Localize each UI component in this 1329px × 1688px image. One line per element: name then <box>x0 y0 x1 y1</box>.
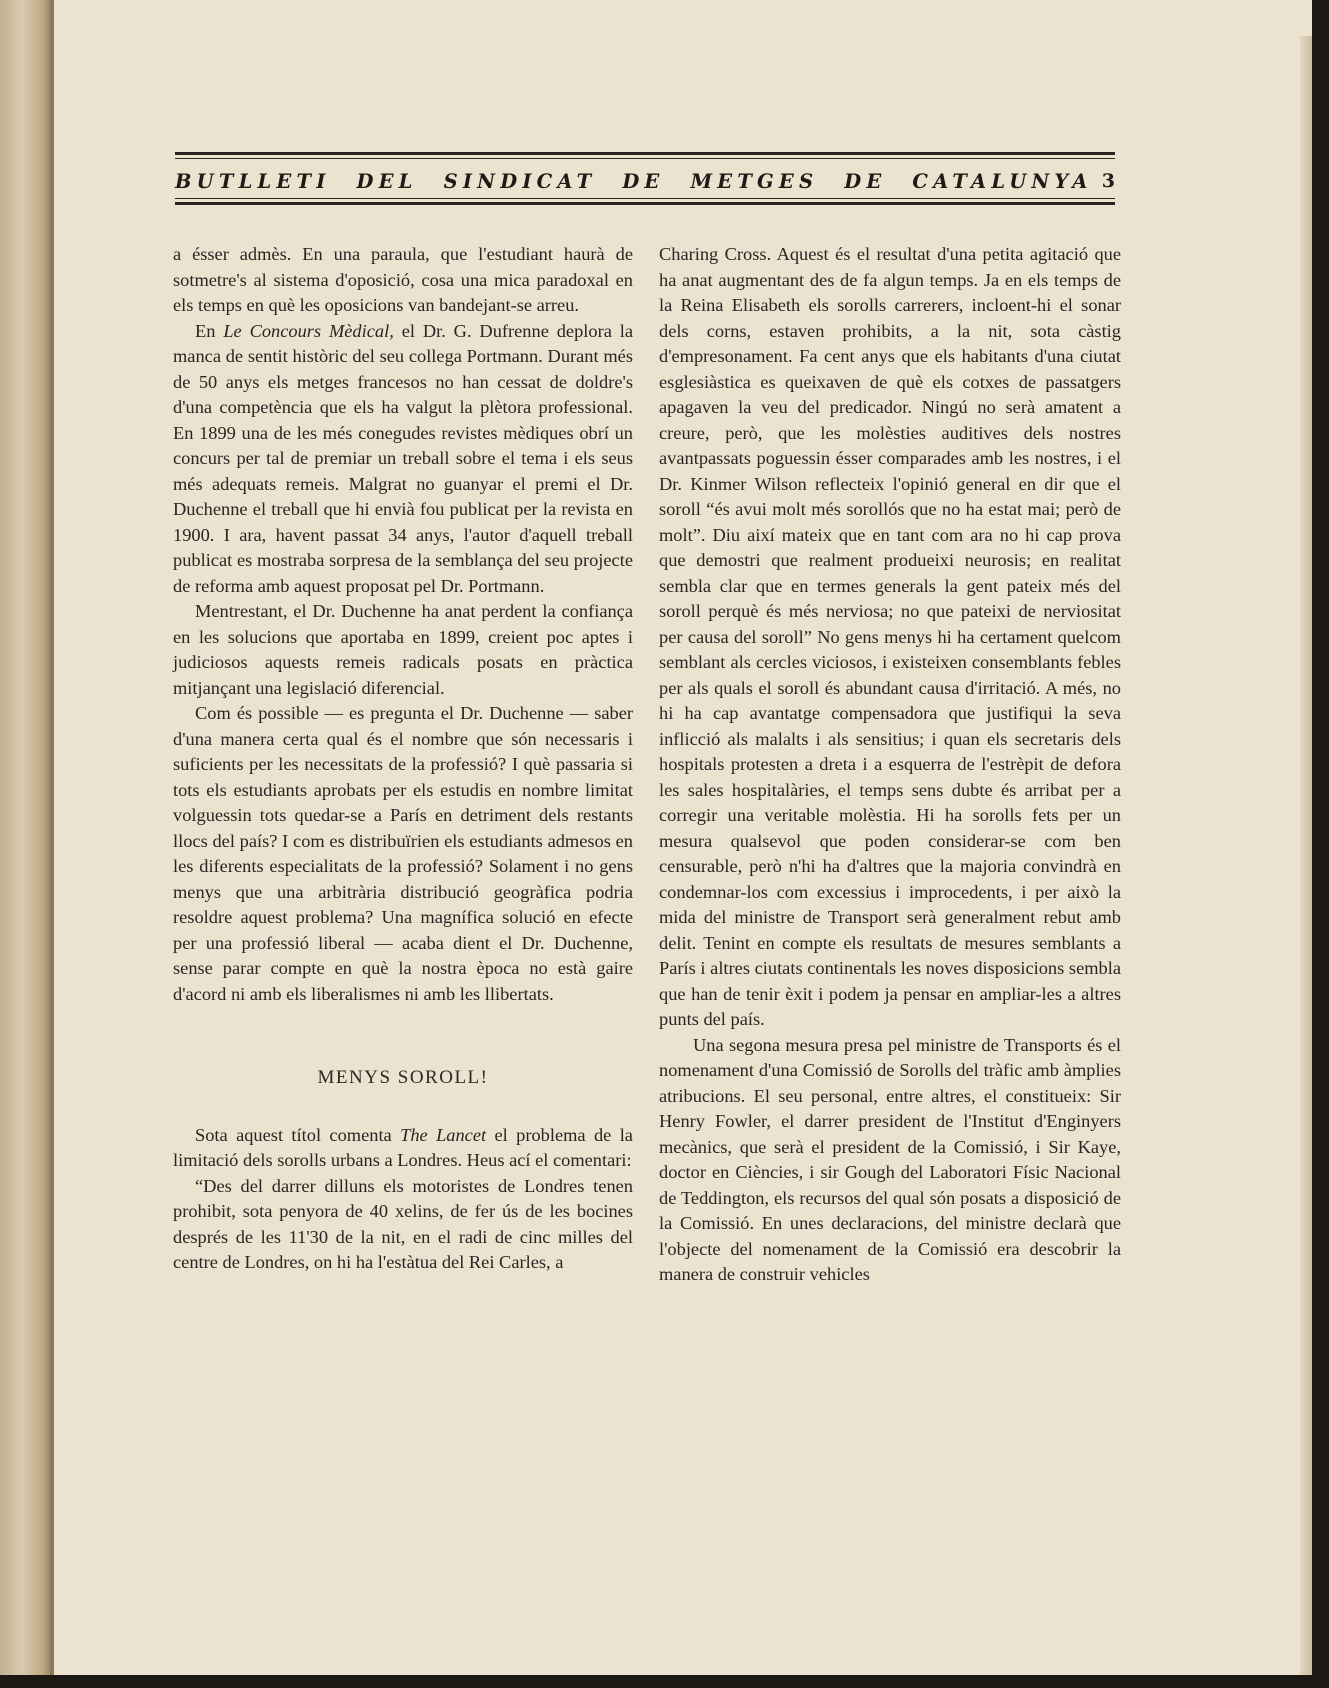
paragraph: Una segona mesura presa pel ministre de Transports és el nomenament d'una Comissió de Sorolls del tràfic amb àmplies atribucions. El seu personal, entre altres, el constitueix: Sir Henry Fowler, el darrer president de l'Institut d'Enginyers mecànics, que serà el president de la Comissió, i Sir Kaye, doctor en Ciències, i sir Gough del Laboratori Físic Nacional de Teddington, els recursos del qual són posats a disposició de la Comissió. En unes declaracions, del ministre declarà que l'objecte del nomenament de la Comissió era descobrir la manera de construir vehicles <box>659 1034 1121 1284</box>
paragraph: a ésser admès. En una paraula, que l'estudiant haurà de sotmetre's al sistema d'oposició, cosa una mica paradoxal en els temps en què les oposicions van bandejant-se arreu. <box>173 244 633 315</box>
page-number: 3 <box>1101 170 1115 192</box>
journal-name: The Lancet <box>400 1124 487 1145</box>
left-column <box>173 242 633 1276</box>
paragraph-text: el Dr. G. Dufrenne deplora la manca de sentit històric del seu collega Portmann. Durant més de 50 anys els metges francesos no han cessat de doldre's d'una competència que els ha valgut la plètora professional. En 1899 una de les més conegudes revistes mèdiques obrí un concurs per tal de premiar un treball sobre el tema i els seus més adequats remeis. Malgrat no guanyar el premi el Dr. Duchenne el treball que hi envià fou publicat per la revista en 1900. I ara, havent passat 34 anys, l'autor d'aquell treball publicat es mostraba sorpresa de la semblança del seu projecte de reforma amb aquest proposat pel Dr. Portmann. <box>173 320 633 596</box>
paragraph <box>173 319 633 600</box>
paragraph: Mentrestant, el Dr. Duchenne ha anat perdent la confiança en les solucions que aportaba en 1899, creient poc aptes i judiciosos aquests remeis radicals posats en pràctica mitjançant una legislació diferencial. <box>173 601 633 698</box>
section-title: MENYS SOROLL! <box>317 1067 489 1088</box>
journal-title: BUTLLETI DEL SINDICAT DE METGES DE CATALUNYA <box>175 169 1093 193</box>
page-right-edge <box>1300 36 1312 1675</box>
page-spine-shadow <box>0 0 50 1675</box>
paragraph <box>173 1123 633 1174</box>
running-header <box>175 168 1115 194</box>
paragraph: “Des del darrer dilluns els motoristes de Londres tenen prohibit, sota penyora de 40 xelins, de fer ús de les bocines després de les 11'30 de la nit, en el radi de cinc milles del centre de Londres, on hi ha l'estàtua del Rei Carles, a <box>173 1175 633 1272</box>
header-rule-top-thick <box>175 152 1115 155</box>
header-rule-bottom-thin <box>175 198 1115 199</box>
header-rule-top-thin <box>175 158 1115 159</box>
paragraph-text: Sota aquest títol comenta <box>195 1124 392 1145</box>
journal-name: Le Concours Mèdical, <box>223 320 394 341</box>
paragraph-text: el problema de la limitació dels sorolls urbans a Londres. Heus ací el comentari: <box>173 1124 633 1170</box>
paragraph: Charing Cross. Aquest és el resultat d'una petita agitació que ha anat augmentant des de fa algun temps. Ja en els temps de la Reina Elisabeth els sorolls carrerers, incloent-hi el sonar dels corns, estaven prohibits, a la nit, sota càstig d'empresonament. Fa cent anys que els habitants d'una ciutat esglesiàstica es queixaven de què els cotxes de passatgers apagaven la veu del predicador. Ningú no serà amatent a creure, però, que les molèsties auditives dels nostres avantpassats poguessin ésser comparades amb les nostres, i el Dr. Kinmer Wilson reflecteix l'opinió general en dir que el soroll “és avui molt més sorollós que no ha estat mai; però de molt”. Diu així mateix que en tant com ara no hi cap prova que demostri que realment produeixi neurosis; en realitat sembla clar que en termes generals la gent pateix més del soroll perquè és més nerviosa; no que pateixi de nerviositat per causa del soroll” No gens menys hi ha certament quelcom semblant als cercles viciosos, i existeixen consemblants febles per als quals el soroll és abundant causa d'irritació. A més, no hi ha cap avantatge compensadora que justifiqui la seva inflicció als malalts i als sensitius; i quan els secretaris dels hospitals protesten a dreta i a esquerra de l'estrèpit de defora les sales hospitalàries, el temps sens dubte és arribat per a corregir una veritable molèstia. Hi ha sorolls fets per un mesura qualsevol que poden considerar-se com ben censurable, però n'hi ha d'altres que la majoria convindrà en condemnar-los com excessius i improcedents, i per això la mida del ministre de Transport serà generalment rebut amb delit. Tenint en compte els resultats de mesures semblants a París i altres ciutats continentals les noves disposicions sembla que han de tenir èxit i podem ja pensar en ampliar-les a altres punts del país. <box>659 244 1121 1029</box>
page-spine-edge <box>50 0 54 1675</box>
header-rule-bottom-thick <box>175 202 1115 205</box>
paragraph-text: En <box>195 320 216 341</box>
paragraph: Com és possible — es pregunta el Dr. Duchenne — saber d'una manera certa qual és el nombre que són necessaris i suficients per les necessitats de la professió? I què passaria si tots els estudiants aprobats per els estudis en nombre limitat volguessin tots quedar-se a París en detriment dels restants llocs del país? I com es distribuïrien els estudiants admesos en les diferents especialitats de la professió? Solament i no gens menys que una arbitrària distribució geogràfica podria resoldre aquest problema? Una magnífica solució en efecte per una professió liberal — acaba dient el Dr. Duchenne, sense parar compte en què la nostra època no està gaire d'acord ni amb els liberalismes ni amb les llibertats. <box>173 703 633 1004</box>
right-column <box>659 242 1121 1288</box>
